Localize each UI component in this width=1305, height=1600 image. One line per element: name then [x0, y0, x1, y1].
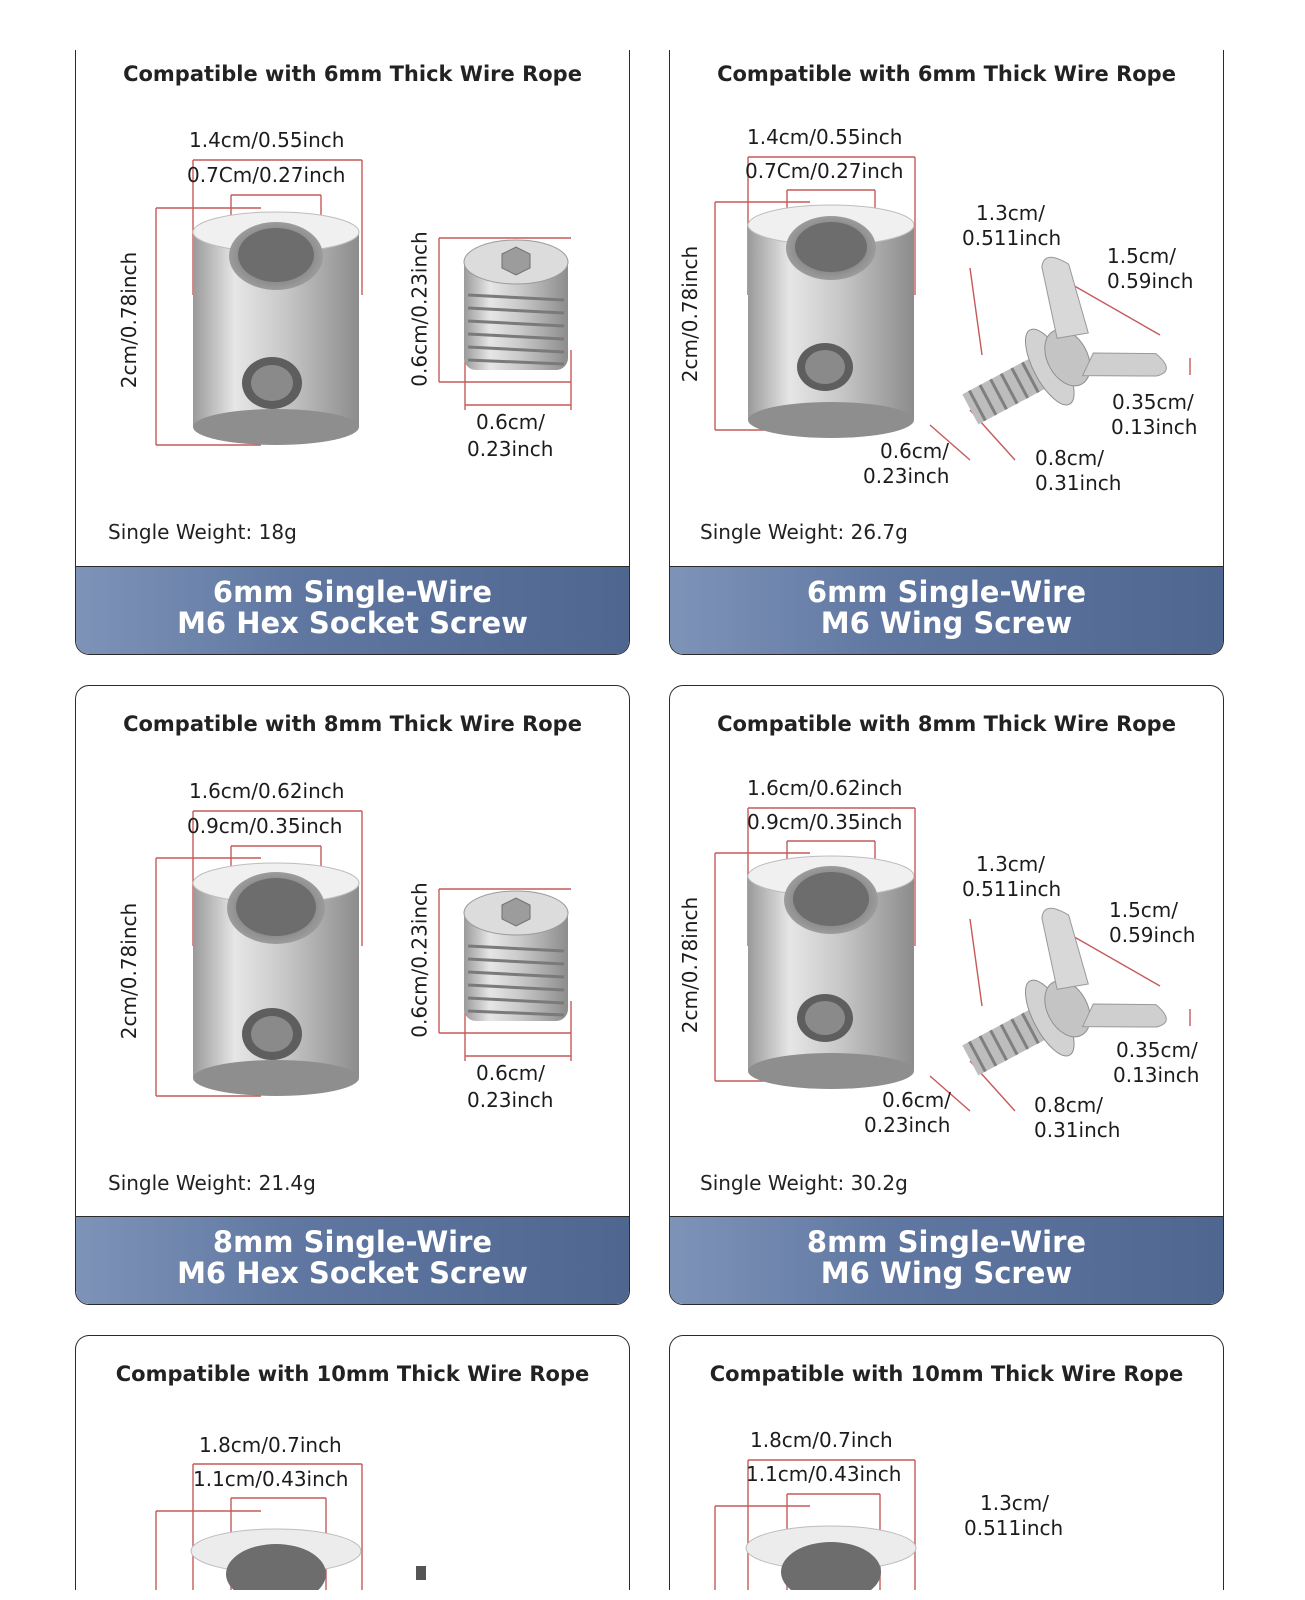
thread-length-label-1: 0.8cm/: [1035, 446, 1105, 470]
banner-line-1: 8mm Single-Wire: [806, 1225, 1087, 1259]
product-card-10mm-hex: [75, 1335, 630, 1590]
single-weight: Single Weight: 21.4g: [108, 1171, 316, 1195]
wing-height-label-2: 0.511inch: [964, 1516, 1064, 1540]
compatibility-label: Compatible with 10mm Thick Wire Rope: [709, 1362, 1184, 1386]
screw-length-label: 0.6cm/0.23inch: [407, 231, 432, 387]
outer-diameter-label: 1.6cm/0.62inch: [189, 779, 345, 803]
wing-height-label-1: 1.3cm/: [976, 201, 1046, 225]
single-weight: Single Weight: 30.2g: [700, 1171, 908, 1195]
thread-diameter-label-2: 0.23inch: [863, 464, 950, 488]
height-label: 2cm/0.78inch: [678, 245, 703, 383]
thread-length-label-2: 0.31inch: [1035, 471, 1122, 495]
height-label: 2cm/0.78inch: [678, 896, 703, 1034]
compatibility-label: Compatible with 8mm Thick Wire Rope: [717, 712, 1176, 736]
wing-height-label-1: 1.3cm/: [976, 852, 1046, 876]
compatibility-label: Compatible with 6mm Thick Wire Rope: [717, 62, 1176, 86]
inner-diameter-label: 0.7Cm/0.27inch: [187, 163, 346, 187]
wing-span-label-1: 1.5cm/: [1109, 898, 1179, 922]
product-card-8mm-wing: [669, 685, 1224, 1305]
wing-height-label-2: 0.511inch: [962, 877, 1062, 901]
product-card-8mm-hex: [75, 685, 630, 1305]
hex-socket-clamp-illustration: [76, 686, 630, 1305]
banner-line-2: M6 Hex Socket Screw: [177, 1256, 528, 1290]
screw-width-label-2: 0.23inch: [467, 437, 554, 461]
screw-width-label-1: 0.6cm/: [476, 410, 546, 434]
wing-span-label-2: 0.59inch: [1107, 269, 1194, 293]
outer-diameter-label: 1.6cm/0.62inch: [747, 776, 903, 800]
screw-length-label: 0.6cm/0.23inch: [407, 882, 432, 1038]
hex-socket-clamp-illustration: [76, 50, 630, 655]
inner-diameter-label: 0.9cm/0.35inch: [187, 814, 343, 838]
product-banner: [670, 1216, 1223, 1304]
inner-diameter-label: 1.1cm/0.43inch: [193, 1467, 349, 1491]
hex-socket-clamp-illustration: [76, 1336, 630, 1590]
wing-height-label-1: 1.3cm/: [980, 1491, 1050, 1515]
inner-diameter-label: 0.7Cm/0.27inch: [745, 159, 904, 183]
wing-span-label-2: 0.59inch: [1109, 923, 1196, 947]
wing-span-label-1: 1.5cm/: [1107, 244, 1177, 268]
thread-diameter-label-1: 0.6cm/: [880, 439, 950, 463]
single-weight: Single Weight: 26.7g: [700, 520, 908, 544]
height-label: 2cm/0.78inch: [117, 251, 142, 389]
outer-diameter-label: 1.4cm/0.55inch: [747, 125, 903, 149]
wing-thickness-label-1: 0.35cm/: [1116, 1038, 1198, 1062]
product-banner: [670, 566, 1223, 654]
banner-line-2: M6 Hex Socket Screw: [177, 606, 528, 640]
wing-height-label-2: 0.511inch: [962, 226, 1062, 250]
inner-diameter-label: 0.9cm/0.35inch: [747, 810, 903, 834]
outer-diameter-label: 1.8cm/0.7inch: [750, 1428, 893, 1452]
banner-line-1: 8mm Single-Wire: [212, 1225, 493, 1259]
compatibility-label: Compatible with 10mm Thick Wire Rope: [115, 1362, 590, 1386]
compatibility-label: Compatible with 6mm Thick Wire Rope: [123, 62, 582, 86]
banner-line-1: 6mm Single-Wire: [806, 575, 1087, 609]
banner-line-1: 6mm Single-Wire: [212, 575, 493, 609]
thread-length-label-1: 0.8cm/: [1034, 1093, 1104, 1117]
inner-diameter-label: 1.1cm/0.43inch: [746, 1462, 902, 1486]
banner-line-2: M6 Wing Screw: [820, 1256, 1073, 1290]
wing-thickness-label-2: 0.13inch: [1113, 1063, 1200, 1087]
product-banner: [76, 1216, 629, 1304]
screw-width-label-2: 0.23inch: [467, 1088, 554, 1112]
single-weight: Single Weight: 18g: [108, 520, 297, 544]
product-card-10mm-wing: [669, 1335, 1224, 1590]
wing-thickness-label-2: 0.13inch: [1111, 415, 1198, 439]
thread-diameter-label-1: 0.6cm/: [882, 1088, 952, 1112]
outer-diameter-label: 1.4cm/0.55inch: [189, 128, 345, 152]
thread-length-label-2: 0.31inch: [1034, 1118, 1121, 1142]
product-banner: [76, 566, 629, 654]
product-card-6mm-wing: [669, 50, 1224, 655]
product-card-6mm-hex: [75, 50, 630, 655]
banner-line-2: M6 Wing Screw: [820, 606, 1073, 640]
outer-diameter-label: 1.8cm/0.7inch: [199, 1433, 342, 1457]
wing-thickness-label-1: 0.35cm/: [1112, 390, 1194, 414]
screw-width-label-1: 0.6cm/: [476, 1061, 546, 1085]
compatibility-label: Compatible with 8mm Thick Wire Rope: [123, 712, 582, 736]
height-label: 2cm/0.78inch: [117, 902, 142, 1040]
thread-diameter-label-2: 0.23inch: [864, 1113, 951, 1137]
